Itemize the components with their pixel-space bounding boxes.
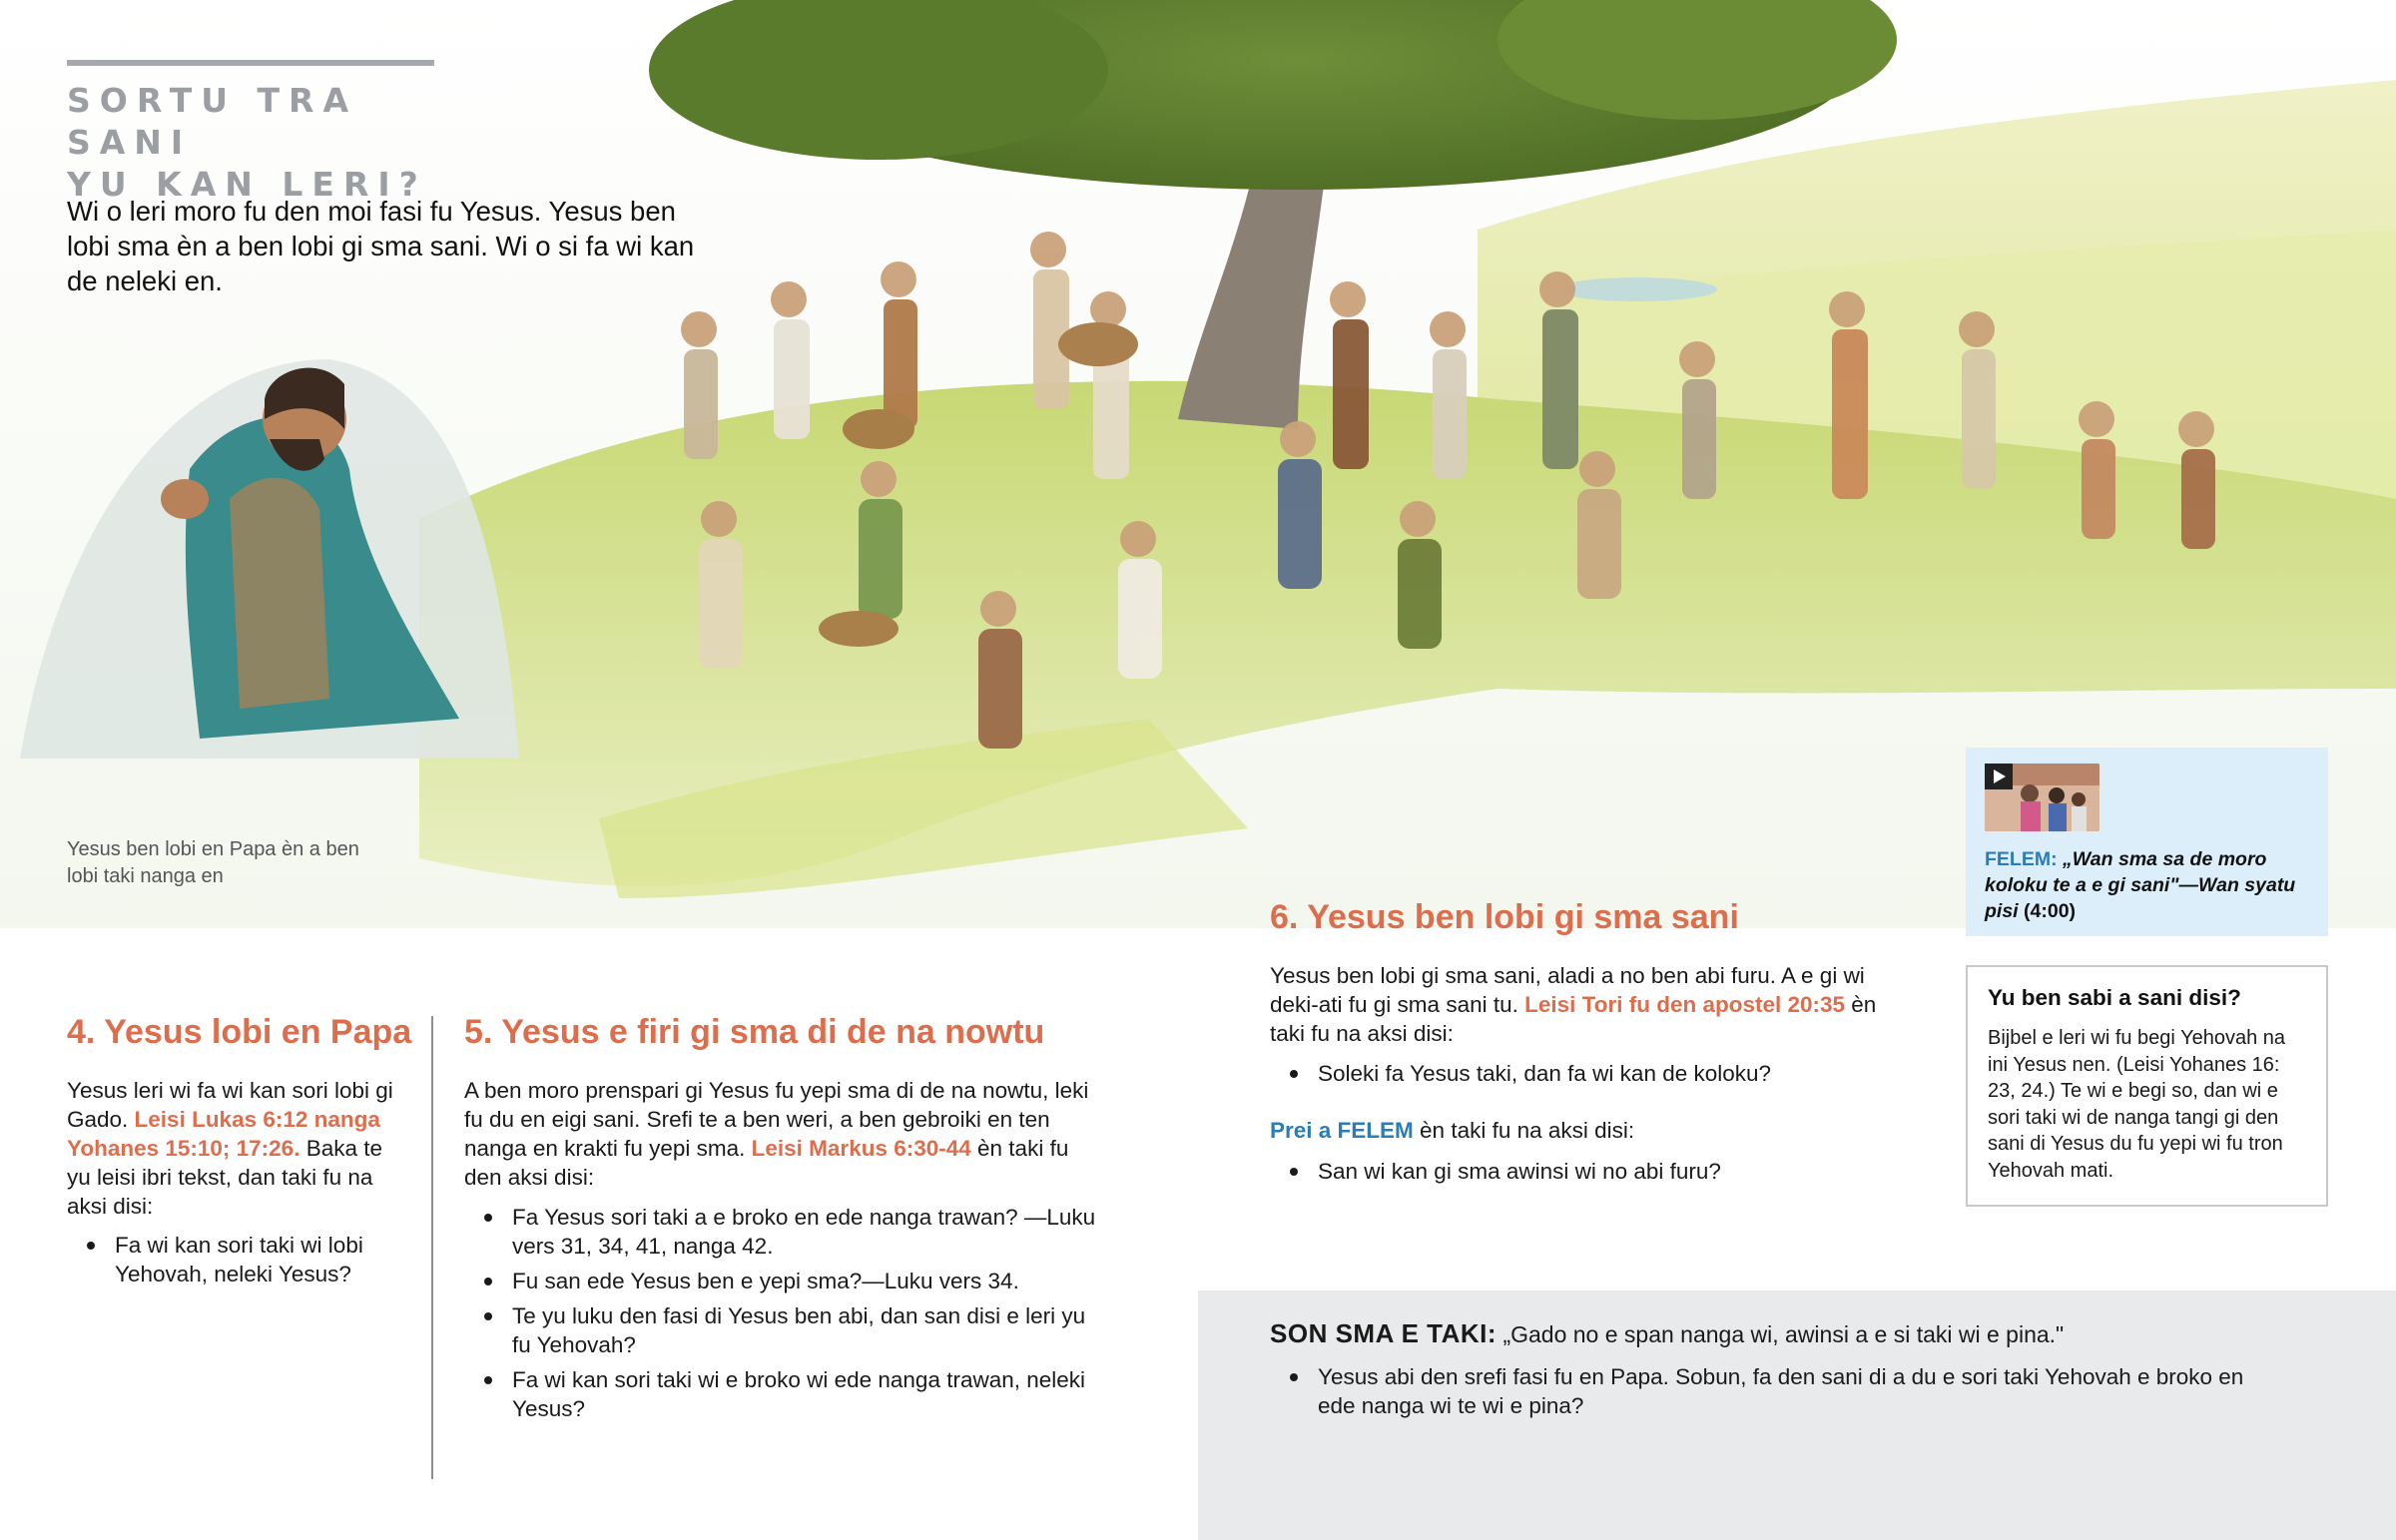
intro-text: Wi o leri moro fu den moi fasi fu Yesus. Yesus ben lobi sma èn a ben lobi gi sma sani. Wi o si fa wi kan de neleki en. xyxy=(67,196,695,296)
page-title-line-2: YU KAN LERI? xyxy=(67,165,427,204)
section-6-title: 6. Yesus ben lobi gi sma sani xyxy=(1270,898,1739,936)
film-description xyxy=(1985,846,2319,924)
quote-text: „Gado no e span nanga wi, awinsi a e si taki wi e pina." xyxy=(1497,1321,2065,1347)
section-6-body xyxy=(1270,961,1909,1048)
did-you-know-title: Yu ben sabi a sani disi? xyxy=(1988,985,2241,1010)
some-people-say-label: SON SMA E TAKI: xyxy=(1270,1318,1498,1348)
section-6-questions-2 xyxy=(1270,1157,1909,1192)
list-item: Fa Yesus sori taki a e broko en ede nanga trawan? —Luku vers 31, 34, 41, nanga 42. xyxy=(464,1203,1103,1261)
some-people-say-quote xyxy=(1270,1318,2348,1349)
list-item: Soleki fa Yesus taki, dan fa wi kan de koloku? xyxy=(1270,1059,1909,1088)
some-people-say-questions xyxy=(1270,1362,2268,1426)
section-5-body xyxy=(464,1076,1103,1192)
list-item: Fu san ede Yesus ben e yepi sma?—Luku vers 34. xyxy=(464,1267,1103,1295)
section-4-title: 4. Yesus lobi en Papa xyxy=(67,1013,412,1051)
section-6-questions-1 xyxy=(1270,1059,1909,1094)
film-title[interactable]: „Wan sma sa de moro koloku te a e gi sani"—Wan syatu pisi xyxy=(1985,848,2296,922)
film-label: FELEM: xyxy=(1985,848,2058,870)
list-item: Fa wi kan sori taki wi lobi Yehovah, neleki Yesus? xyxy=(67,1231,406,1288)
section-5-questions xyxy=(464,1203,1103,1429)
header-rule xyxy=(67,60,434,66)
play-icon[interactable] xyxy=(1985,764,2013,789)
section-5-scripture-link[interactable]: Leisi Markus 6:30-44 xyxy=(751,1136,971,1161)
film-duration: (4:00) xyxy=(2018,900,2077,922)
page-title-line-1: SORTU TRA SANI xyxy=(67,81,358,162)
play-film-link[interactable]: Prei a FELEM xyxy=(1270,1118,1414,1143)
illustration-caption: Yesus ben lobi en Papa èn a ben lobi taki nanga en xyxy=(67,838,359,887)
page-title xyxy=(67,80,486,206)
list-item: Yesus abi den srefi fasi fu en Papa. Sobun, fa den sani di a du e sori taki Yehovah e broko en ede nanga wi te wi e pina? xyxy=(1270,1362,2268,1420)
section-4-questions xyxy=(67,1231,406,1294)
section-4-body xyxy=(67,1076,406,1221)
section-4-body-end: Baka te yu leisi ibri tekst, dan taki fu na aksi disi: xyxy=(67,1136,383,1219)
section-6-scripture-link[interactable]: Leisi Tori fu den apostel 20:35 xyxy=(1524,992,1846,1017)
section-5-body-start: A ben moro prenspari gi Yesus fu yepi sma di de na nowtu, leki fu du en eigi sani. Srefi te a ben weri, a ben gebroiki en ten nanga en krakti fu yepi sma. xyxy=(464,1078,1089,1161)
section-6-body-start: Yesus ben lobi gi sma sani, aladi a no ben abi furu. A e gi wi deki-ati fu gi sma sani tu. xyxy=(1270,963,1865,1017)
section-6-film-prompt xyxy=(1270,1116,1909,1145)
section-5-title: 5. Yesus e firi gi sma di de na nowtu xyxy=(464,1013,1045,1051)
section-5-body-end: èn taki fu den aksi disi: xyxy=(464,1136,1069,1190)
section-6-film-prompt-end: èn taki fu na aksi disi: xyxy=(1413,1118,1635,1143)
section-6-body-end: èn taki fu na aksi disi: xyxy=(1270,992,1877,1046)
section-4-scripture-link[interactable]: Leisi Lukas 6:12 nanga Yohanes 15:10; 17:26. xyxy=(67,1107,380,1161)
column-divider xyxy=(431,1016,433,1479)
did-you-know-text: Bijbel e leri wi fu begi Yehovah na ini Yesus nen. (Leisi Yohanes 16: 23, 24.) Te wi e begi so, dan wi e sori taki wi de nanga tangi gi den sani di Yesus du fu yepi wi fu tron Yehovah mati. xyxy=(1988,1027,2285,1182)
section-4-body-start: Yesus leri wi fa wi kan sori lobi gi Gado. xyxy=(67,1078,393,1132)
list-item: Te yu luku den fasi di Yesus ben abi, dan san disi e leri yu fu Yehovah? xyxy=(464,1301,1103,1359)
list-item: San wi kan gi sma awinsi wi no abi furu? xyxy=(1270,1157,1909,1186)
list-item: Fa wi kan sori taki wi e broko wi ede nanga trawan, neleki Yesus? xyxy=(464,1365,1103,1423)
